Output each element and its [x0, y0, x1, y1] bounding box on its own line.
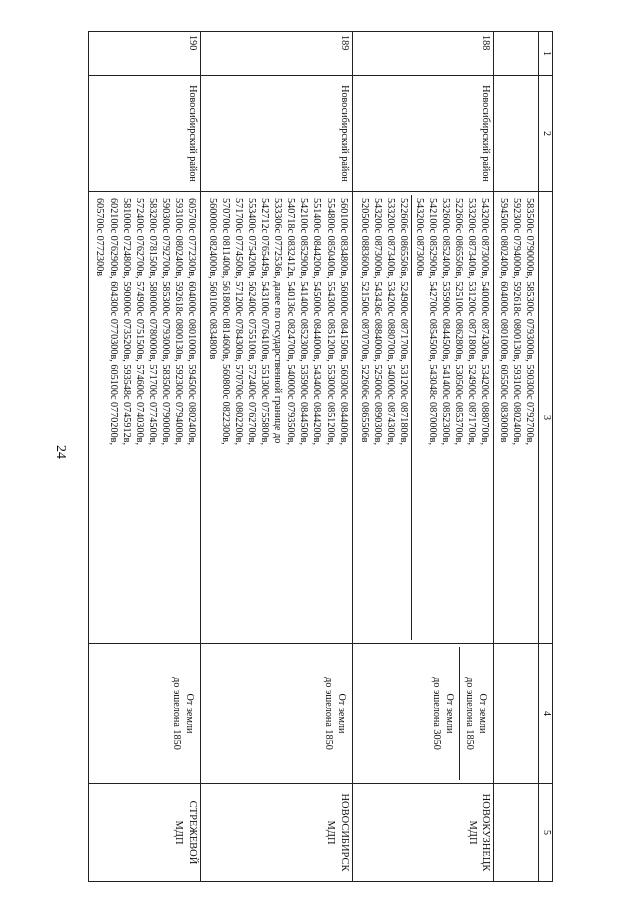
- coordinates-cell: [89, 192, 201, 644]
- coordinate-line: 540718с 0832412в, 540136с 0824700в, 540000с 0793500в,: [285, 198, 297, 446]
- zone-type: МДП: [325, 820, 337, 845]
- zone-type: МДП: [173, 820, 185, 845]
- coordinate-block: [496, 195, 537, 640]
- altitude-line: до эшелона 1850: [464, 677, 476, 750]
- district-name: Новосибирский район: [200, 76, 352, 192]
- row-number: 190: [89, 32, 201, 76]
- altitude-line: От земли: [183, 693, 195, 734]
- coordinates-cell: [494, 192, 539, 644]
- altitude-line: От земли: [335, 693, 347, 734]
- altitude-line: до эшелона 1850: [322, 677, 334, 750]
- district-cell: [494, 76, 539, 192]
- coordinate-line: 583500с 0790000в, 585300с 0793000в, 590300с 0792700в,: [524, 198, 536, 446]
- coordinate-line: 543200с 0873000в: [413, 198, 425, 277]
- num-cell: [494, 32, 539, 76]
- header-cell-2: 2: [539, 76, 553, 192]
- airspace-table: [88, 31, 553, 882]
- coordinate-line: 570700с 0811400в, 561800с 0814600в, 560800с 0822300в,: [220, 198, 232, 445]
- coordinate-line: 602100с 0762900в, 604300с 0770300в, 605100с 0770200в,: [107, 198, 119, 446]
- altitude-cell: [89, 644, 201, 784]
- coordinate-line: 522606с 0865506в, 525100с 0862800в, 530500с 0853700в,: [453, 198, 464, 446]
- zone-name: НОВОКУЗНЕЦК: [480, 793, 492, 872]
- header-cell-4: 4: [539, 644, 553, 784]
- altitude-block: [167, 647, 199, 780]
- district-name: Новосибирский район: [352, 76, 494, 192]
- coordinate-block: [92, 195, 198, 640]
- coordinate-line: 532600с 0852400в, 535900с 0844500в, 541400с 0852300в,: [439, 198, 451, 446]
- coordinates-cell: [352, 192, 494, 644]
- zone-cell: [494, 784, 539, 882]
- table-row: [89, 32, 201, 882]
- altitude-block: [460, 647, 492, 780]
- coordinate-line: 593100с 0802400в, 592618с 0800130в, 592300с 0794000в,: [172, 198, 184, 446]
- table-row: [200, 32, 352, 882]
- zone-name: НОВОСИБИРСК: [338, 793, 350, 872]
- header-cell-1: 1: [539, 32, 553, 76]
- header-cell-3: 3: [539, 192, 553, 644]
- coordinate-line: 605700с 0772300в: [94, 198, 106, 277]
- altitude-cell: [200, 644, 352, 784]
- coordinate-line: 571700с 0774500в, 571200с 0784300в, 570700с 0802200в,: [233, 198, 245, 446]
- row-number: 189: [200, 32, 352, 76]
- table-row-continuation: [494, 32, 539, 882]
- altitude-line: до эшелона 1850: [170, 677, 182, 750]
- coordinate-line: 542100с 0852900в, 542700с 0854500в, 543048с 0870000в,: [426, 198, 438, 446]
- district-name: Новосибирский район: [89, 76, 201, 192]
- coordinate-line: 533200с 0873400в, 534200с 0880700в, 540000с 0874300в,: [384, 198, 396, 446]
- zone-type: МДП: [466, 820, 478, 845]
- rotated-table-sheet: [88, 31, 553, 881]
- coordinate-line: 543200с 0873000в, 543436с 0884000в, 525000с 0890300в,: [371, 198, 383, 446]
- coordinates-cell: [200, 192, 352, 644]
- coordinate-line: 533200с 0873400в, 531200с 0871800в, 524900с 0871700в,: [466, 198, 478, 446]
- altitude-cell: [494, 644, 539, 784]
- coordinate-block: [412, 195, 492, 640]
- altitude-block: [427, 647, 460, 780]
- coordinate-line: 551400с 0844200в, 545000с 0844000в, 543400с 0844200в,: [311, 198, 323, 446]
- altitude-line: От земли: [444, 693, 455, 734]
- zone-cell: [200, 784, 352, 882]
- coordinate-line: 542100с 0852900в, 541400с 0852300в, 535900с 0844500в,: [298, 198, 310, 446]
- coordinate-line: 520500с 0883600в, 521500с 0870700в, 522606с 0865506в: [358, 198, 370, 443]
- table-row: [352, 32, 494, 882]
- coordinate-line: 592300с 0794000в, 592618с 0800130в, 593100с 0802400в,: [511, 198, 523, 446]
- header-cell-5: 5: [539, 784, 553, 882]
- coordinate-line: 554800с 0850400в, 554300с 0851200в, 553000с 0851200в,: [324, 198, 336, 446]
- coordinate-line: 522606с 0865506в, 524900с 0871700в, 531200с 0871800в,: [397, 198, 409, 446]
- coordinate-line: 553400с 0754200в, 562400с 0755100в, 572400с 0762700в,: [246, 198, 258, 446]
- table-header: [539, 32, 553, 882]
- coordinate-line: 583200с 0781500в, 580000с 0780000в, 571700с 0774500в,: [146, 198, 158, 446]
- row-number: 188: [352, 32, 494, 76]
- zone-name: СТРЕЖЕВОЙ: [186, 800, 198, 865]
- coordinate-line: 594500с 0802400в, 604000с 0801000в, 605500с 0830000в: [498, 198, 510, 443]
- page-number: 24: [53, 445, 68, 459]
- coordinate-line: 533306с 0772536в, далее по государственной границе до: [272, 198, 284, 444]
- zone-cell: [352, 784, 494, 882]
- coordinate-line: 581000с 0724800в, 590000с 0735200в, 593548с 0745912в,: [120, 198, 132, 446]
- coordinate-line: 572400с 0762700в, 574900с 0751500в, 574600с 0740300в,: [133, 198, 145, 446]
- coordinate-block: [357, 195, 412, 640]
- coordinate-line: 560100с 0834800в, 560000с 0841500в, 560300с 0844000в,: [337, 198, 349, 446]
- coordinate-line: 542712с 0765449в, 543100с 0764100в, 551300с 0755800в,: [259, 198, 271, 446]
- altitude-line: От земли: [477, 693, 489, 734]
- altitude-cell: [352, 644, 494, 784]
- coordinate-block: [205, 195, 351, 640]
- zone-cell: [89, 784, 201, 882]
- altitude-line: до эшелона 3050: [430, 677, 442, 750]
- coordinate-line: 560000с 0824000в, 560100с 0834800в: [207, 198, 219, 360]
- coordinate-line: 590300с 0792700в, 585300с 0793000в, 583500с 0790000в,: [159, 198, 171, 446]
- coordinate-line: 605700с 0772300в, 604000с 0801000в, 594500с 0802400в,: [185, 198, 197, 446]
- coordinate-line: 543200с 0873000в, 540000с 0874300в, 534200с 0880700в,: [479, 198, 491, 446]
- altitude-block: [318, 647, 350, 780]
